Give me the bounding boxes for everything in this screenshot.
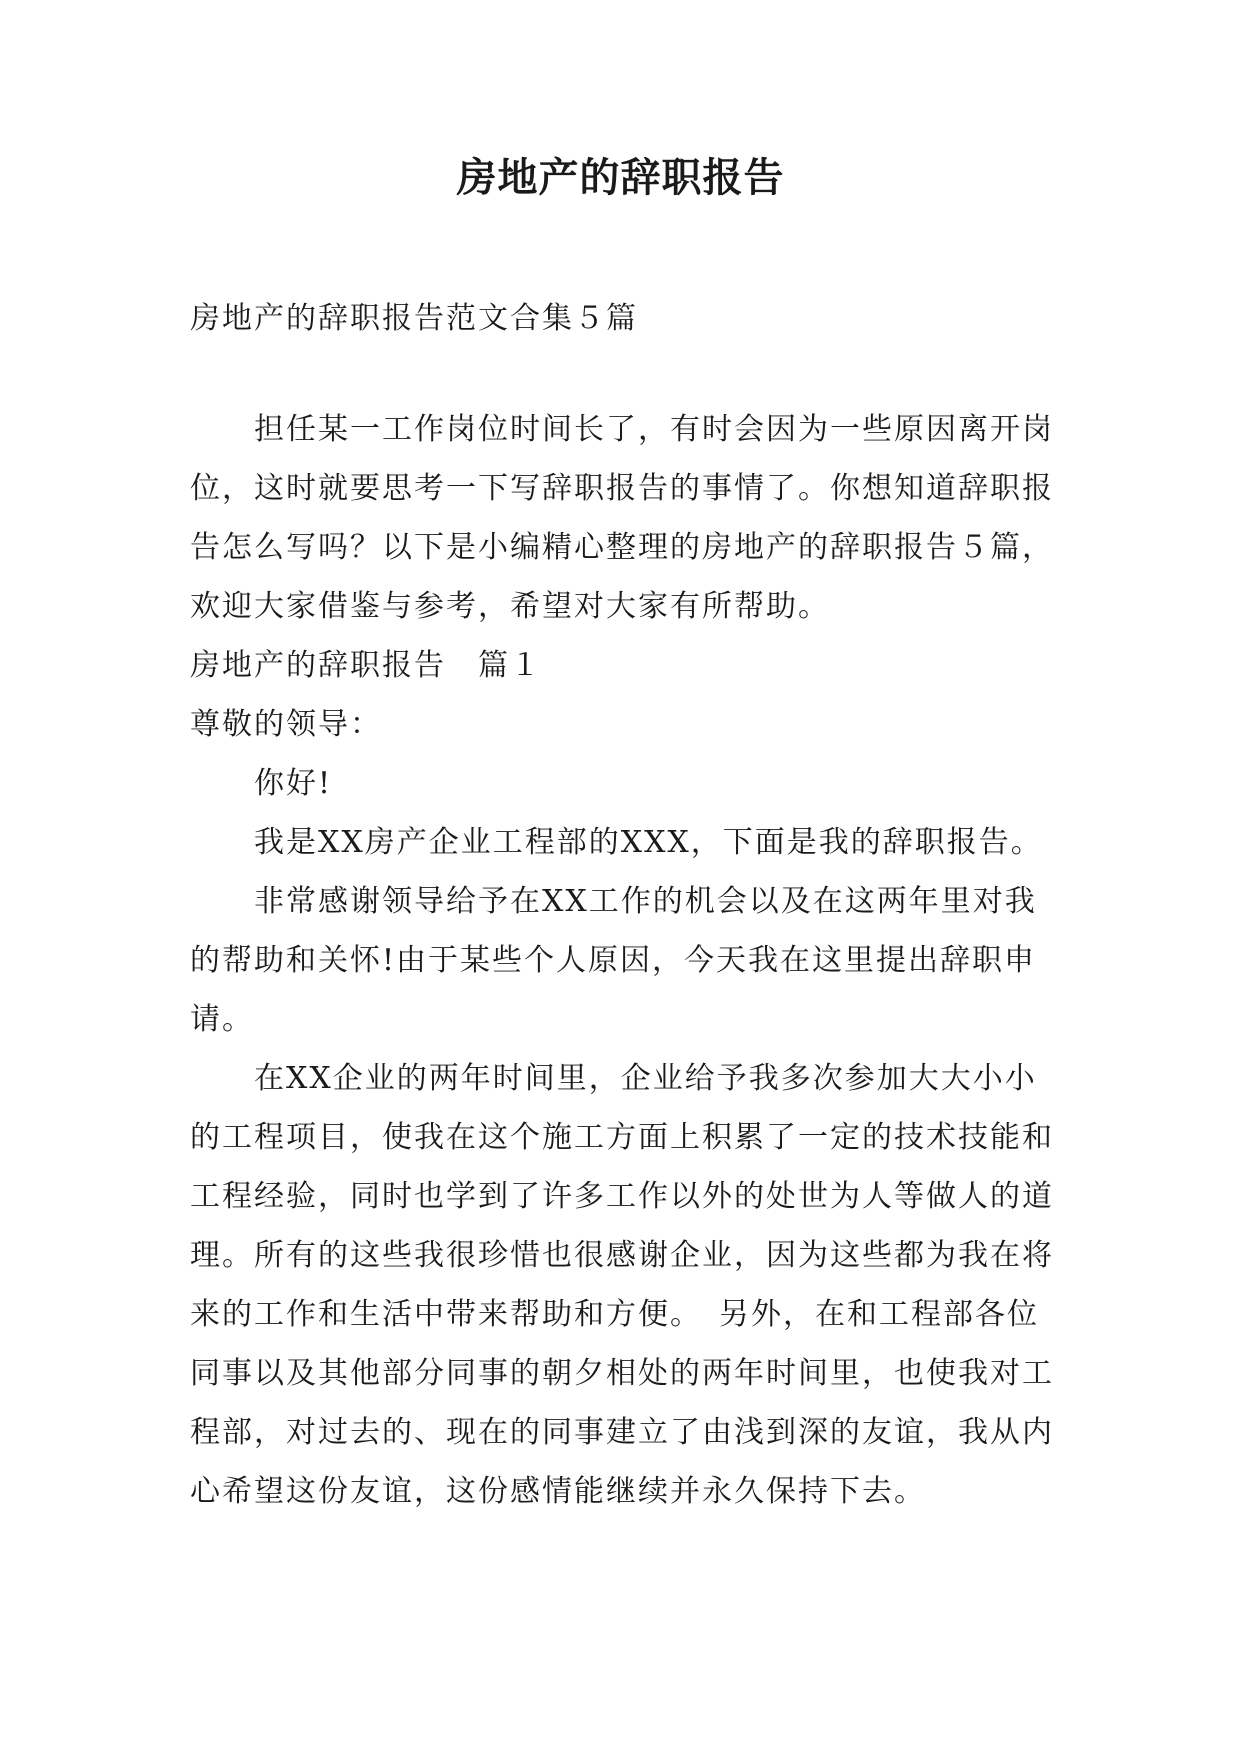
document-title: 房地产的辞职报告 xyxy=(456,154,785,201)
document-body xyxy=(190,400,1060,1521)
document-subtitle: 房地产的辞职报告范文合集５篇 xyxy=(190,301,638,336)
salutation: 尊敬的领导： xyxy=(190,707,382,742)
paragraph-3: 在XX企业的两年时间里，企业给予我多次参加大大小小的工程项目，使我在这个施工方面上积累了一定的技术技能和工程经验，同时也学到了许多工作以外的处世为人等做人的道理。所有的这些我很珍惜也很感谢企业，因为这些都为我在将来的工作和生活中带来帮助和方便。 另外，在和工程部各位同事以及其他部分同事的朝夕相处的两年时间里，也使我对工程部，对过去的、现在的同事建立了由浅到深的友谊，我从内心希望这份友谊，这份感情能继续并永久保持下去。 xyxy=(190,1061,1054,1509)
paragraph-2: 非常感谢领导给予在XX工作的机会以及在这两年里对我的帮助和关怀!由于某些个人原因，今天我在这里提出辞职申请。 xyxy=(190,884,1037,1037)
intro-paragraph: 担任某一工作岗位时间长了，有时会因为一些原因离开岗位，这时就要思考一下写辞职报告的事情了。你想知道辞职报告怎么写吗？以下是小编精心整理的房地产的辞职报告５篇，欢迎大家借鉴与参考，希望对大家有所帮助。 xyxy=(190,412,1054,624)
greeting: 你好! xyxy=(254,766,333,801)
section-heading: 房地产的辞职报告 篇１ xyxy=(190,648,542,683)
paragraph-1: 我是XX房产企业工程部的XXX，下面是我的辞职报告。 xyxy=(254,825,1043,860)
